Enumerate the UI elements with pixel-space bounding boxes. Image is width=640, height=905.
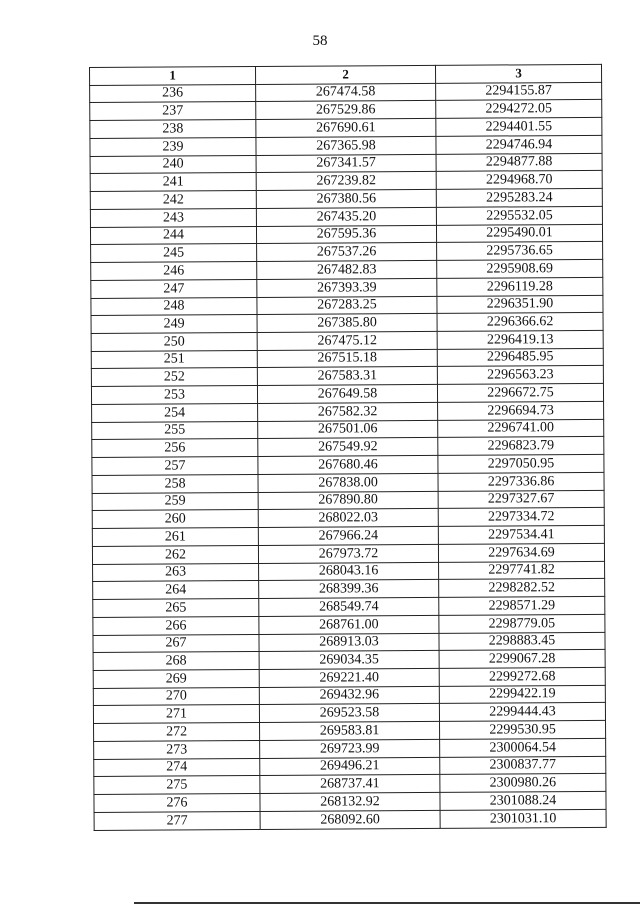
table-body: [90, 82, 607, 830]
cell-point-number: 262: [92, 545, 258, 564]
cell-x-coordinate: 268737.41: [260, 775, 440, 794]
cell-y-coordinate: 2296485.95: [437, 348, 603, 367]
cell-y-coordinate: 2296366.62: [437, 313, 603, 332]
cell-point-number: 268: [93, 652, 259, 671]
cell-x-coordinate: 269432.96: [259, 686, 439, 705]
cell-y-coordinate: 2294272.05: [436, 100, 602, 119]
cell-point-number: 271: [93, 705, 259, 724]
cell-point-number: 255: [92, 421, 258, 440]
cell-point-number: 260: [92, 510, 258, 529]
cell-x-coordinate: 268549.74: [259, 597, 439, 616]
cell-x-coordinate: 269723.99: [260, 739, 440, 758]
cell-y-coordinate: 2300837.77: [440, 756, 606, 775]
cell-y-coordinate: 2296563.23: [437, 366, 603, 385]
cell-y-coordinate: 2299422.19: [439, 685, 605, 704]
cell-y-coordinate: 2298883.45: [439, 632, 605, 651]
cell-x-coordinate: 269583.81: [260, 722, 440, 741]
cell-x-coordinate: 267680.46: [258, 456, 438, 475]
cell-x-coordinate: 269221.40: [259, 668, 439, 687]
cell-y-coordinate: 2299530.95: [440, 721, 606, 740]
cell-x-coordinate: 267890.80: [258, 491, 438, 510]
cell-point-number: 256: [92, 439, 258, 458]
cell-x-coordinate: 267435.20: [256, 207, 436, 226]
cell-point-number: 240: [90, 155, 256, 174]
cell-y-coordinate: 2295283.24: [436, 189, 602, 208]
cell-y-coordinate: 2296351.90: [437, 295, 603, 314]
cell-point-number: 266: [93, 616, 259, 635]
cell-x-coordinate: 267365.98: [256, 136, 436, 155]
cell-y-coordinate: 2299067.28: [439, 650, 605, 669]
cell-y-coordinate: 2301088.24: [440, 791, 606, 810]
cell-point-number: 273: [94, 740, 260, 759]
cell-x-coordinate: 267537.26: [257, 243, 437, 262]
cell-y-coordinate: 2296119.28: [437, 277, 603, 296]
cell-point-number: 249: [91, 315, 257, 334]
cell-y-coordinate: 2297050.95: [438, 455, 604, 474]
cell-point-number: 239: [90, 137, 256, 156]
cell-x-coordinate: 267239.82: [256, 172, 436, 191]
cell-y-coordinate: 2300980.26: [440, 774, 606, 793]
cell-point-number: 241: [90, 173, 256, 192]
cell-y-coordinate: 2297634.69: [438, 543, 604, 562]
cell-x-coordinate: 267966.24: [258, 526, 438, 545]
bottom-rule: [134, 902, 640, 904]
cell-y-coordinate: 2295490.01: [436, 224, 602, 243]
cell-point-number: 270: [93, 687, 259, 706]
cell-x-coordinate: 268913.03: [259, 633, 439, 652]
cell-point-number: 253: [91, 386, 257, 405]
cell-x-coordinate: 267393.39: [257, 278, 437, 297]
cell-x-coordinate: 267583.31: [257, 367, 437, 386]
cell-y-coordinate: 2298282.52: [439, 579, 605, 598]
cell-x-coordinate: 267973.72: [258, 544, 438, 563]
cell-y-coordinate: 2296823.79: [438, 437, 604, 456]
cell-point-number: 252: [91, 368, 257, 387]
cell-y-coordinate: 2294968.70: [436, 171, 602, 190]
cell-point-number: 275: [94, 776, 260, 795]
cell-x-coordinate: 267838.00: [258, 473, 438, 492]
cell-point-number: 247: [91, 279, 257, 298]
cell-x-coordinate: 268043.16: [259, 562, 439, 581]
cell-y-coordinate: 2295908.69: [437, 259, 603, 278]
cell-y-coordinate: 2297534.41: [438, 525, 604, 544]
cell-point-number: 250: [91, 332, 257, 351]
cell-x-coordinate: 267582.32: [258, 402, 438, 421]
cell-y-coordinate: 2298571.29: [439, 596, 605, 615]
cell-y-coordinate: 2297334.72: [438, 508, 604, 527]
cell-point-number: 248: [91, 297, 257, 316]
cell-point-number: 259: [92, 492, 258, 511]
cell-point-number: 245: [91, 244, 257, 263]
table-row: [94, 809, 606, 830]
cell-x-coordinate: 268022.03: [258, 509, 438, 528]
cell-point-number: 265: [93, 599, 259, 618]
cell-y-coordinate: 2296741.00: [438, 419, 604, 438]
cell-point-number: 277: [94, 811, 260, 830]
cell-x-coordinate: 267501.06: [258, 420, 438, 439]
cell-y-coordinate: 2295532.05: [436, 206, 602, 225]
cell-x-coordinate: 269496.21: [260, 757, 440, 776]
cell-point-number: 267: [93, 634, 259, 653]
cell-point-number: 258: [92, 474, 258, 493]
cell-x-coordinate: 267690.61: [256, 119, 436, 138]
cell-point-number: 251: [91, 350, 257, 369]
cell-point-number: 276: [94, 794, 260, 813]
cell-y-coordinate: 2294401.55: [436, 118, 602, 137]
cell-y-coordinate: 2294746.94: [436, 135, 602, 154]
cell-y-coordinate: 2297741.82: [439, 561, 605, 580]
cell-y-coordinate: 2299272.68: [439, 667, 605, 686]
column-header-y: 3: [435, 64, 601, 83]
cell-x-coordinate: 267474.58: [256, 83, 436, 102]
cell-y-coordinate: 2299444.43: [439, 703, 605, 722]
cell-y-coordinate: 2297327.67: [438, 490, 604, 509]
cell-y-coordinate: 2295736.65: [437, 242, 603, 261]
cell-y-coordinate: 2296672.75: [437, 384, 603, 403]
cell-point-number: 274: [94, 758, 260, 777]
cell-x-coordinate: 267475.12: [257, 331, 437, 350]
cell-x-coordinate: 267341.57: [256, 154, 436, 173]
column-header-point-number: 1: [90, 66, 256, 85]
cell-x-coordinate: 268092.60: [260, 810, 440, 829]
cell-point-number: 257: [92, 457, 258, 476]
coordinates-table: [89, 64, 607, 831]
cell-x-coordinate: 267549.92: [258, 438, 438, 457]
cell-x-coordinate: 269523.58: [259, 704, 439, 723]
cell-x-coordinate: 268761.00: [259, 615, 439, 634]
cell-y-coordinate: 2294155.87: [436, 82, 602, 101]
cell-x-coordinate: 268399.36: [259, 580, 439, 599]
cell-point-number: 272: [94, 723, 260, 742]
cell-point-number: 254: [92, 403, 258, 422]
cell-point-number: 269: [93, 669, 259, 688]
cell-y-coordinate: 2296694.73: [438, 401, 604, 420]
cell-x-coordinate: 267380.56: [256, 190, 436, 209]
cell-point-number: 243: [90, 208, 256, 227]
page-number: 58: [312, 33, 328, 49]
cell-x-coordinate: 267283.25: [257, 296, 437, 315]
cell-point-number: 236: [90, 84, 256, 103]
cell-point-number: 238: [90, 120, 256, 139]
cell-y-coordinate: 2300064.54: [440, 738, 606, 757]
cell-point-number: 263: [93, 563, 259, 582]
cell-point-number: 237: [90, 102, 256, 121]
cell-y-coordinate: 2301031.10: [440, 809, 606, 828]
cell-point-number: 246: [91, 262, 257, 281]
cell-x-coordinate: 269034.35: [259, 651, 439, 670]
cell-x-coordinate: 267529.86: [256, 101, 436, 120]
cell-y-coordinate: 2296419.13: [437, 330, 603, 349]
cell-x-coordinate: 267595.36: [256, 225, 436, 244]
cell-x-coordinate: 268132.92: [260, 792, 440, 811]
cell-point-number: 244: [90, 226, 256, 245]
column-header-x: 2: [255, 65, 435, 84]
cell-y-coordinate: 2297336.86: [438, 472, 604, 491]
cell-point-number: 261: [92, 528, 258, 547]
cell-point-number: 242: [90, 191, 256, 210]
cell-y-coordinate: 2298779.05: [439, 614, 605, 633]
cell-point-number: 264: [93, 581, 259, 600]
cell-x-coordinate: 267515.18: [257, 349, 437, 368]
cell-x-coordinate: 267385.80: [257, 314, 437, 333]
cell-x-coordinate: 267482.83: [257, 260, 437, 279]
cell-x-coordinate: 267649.58: [257, 385, 437, 404]
cell-y-coordinate: 2294877.88: [436, 153, 602, 172]
